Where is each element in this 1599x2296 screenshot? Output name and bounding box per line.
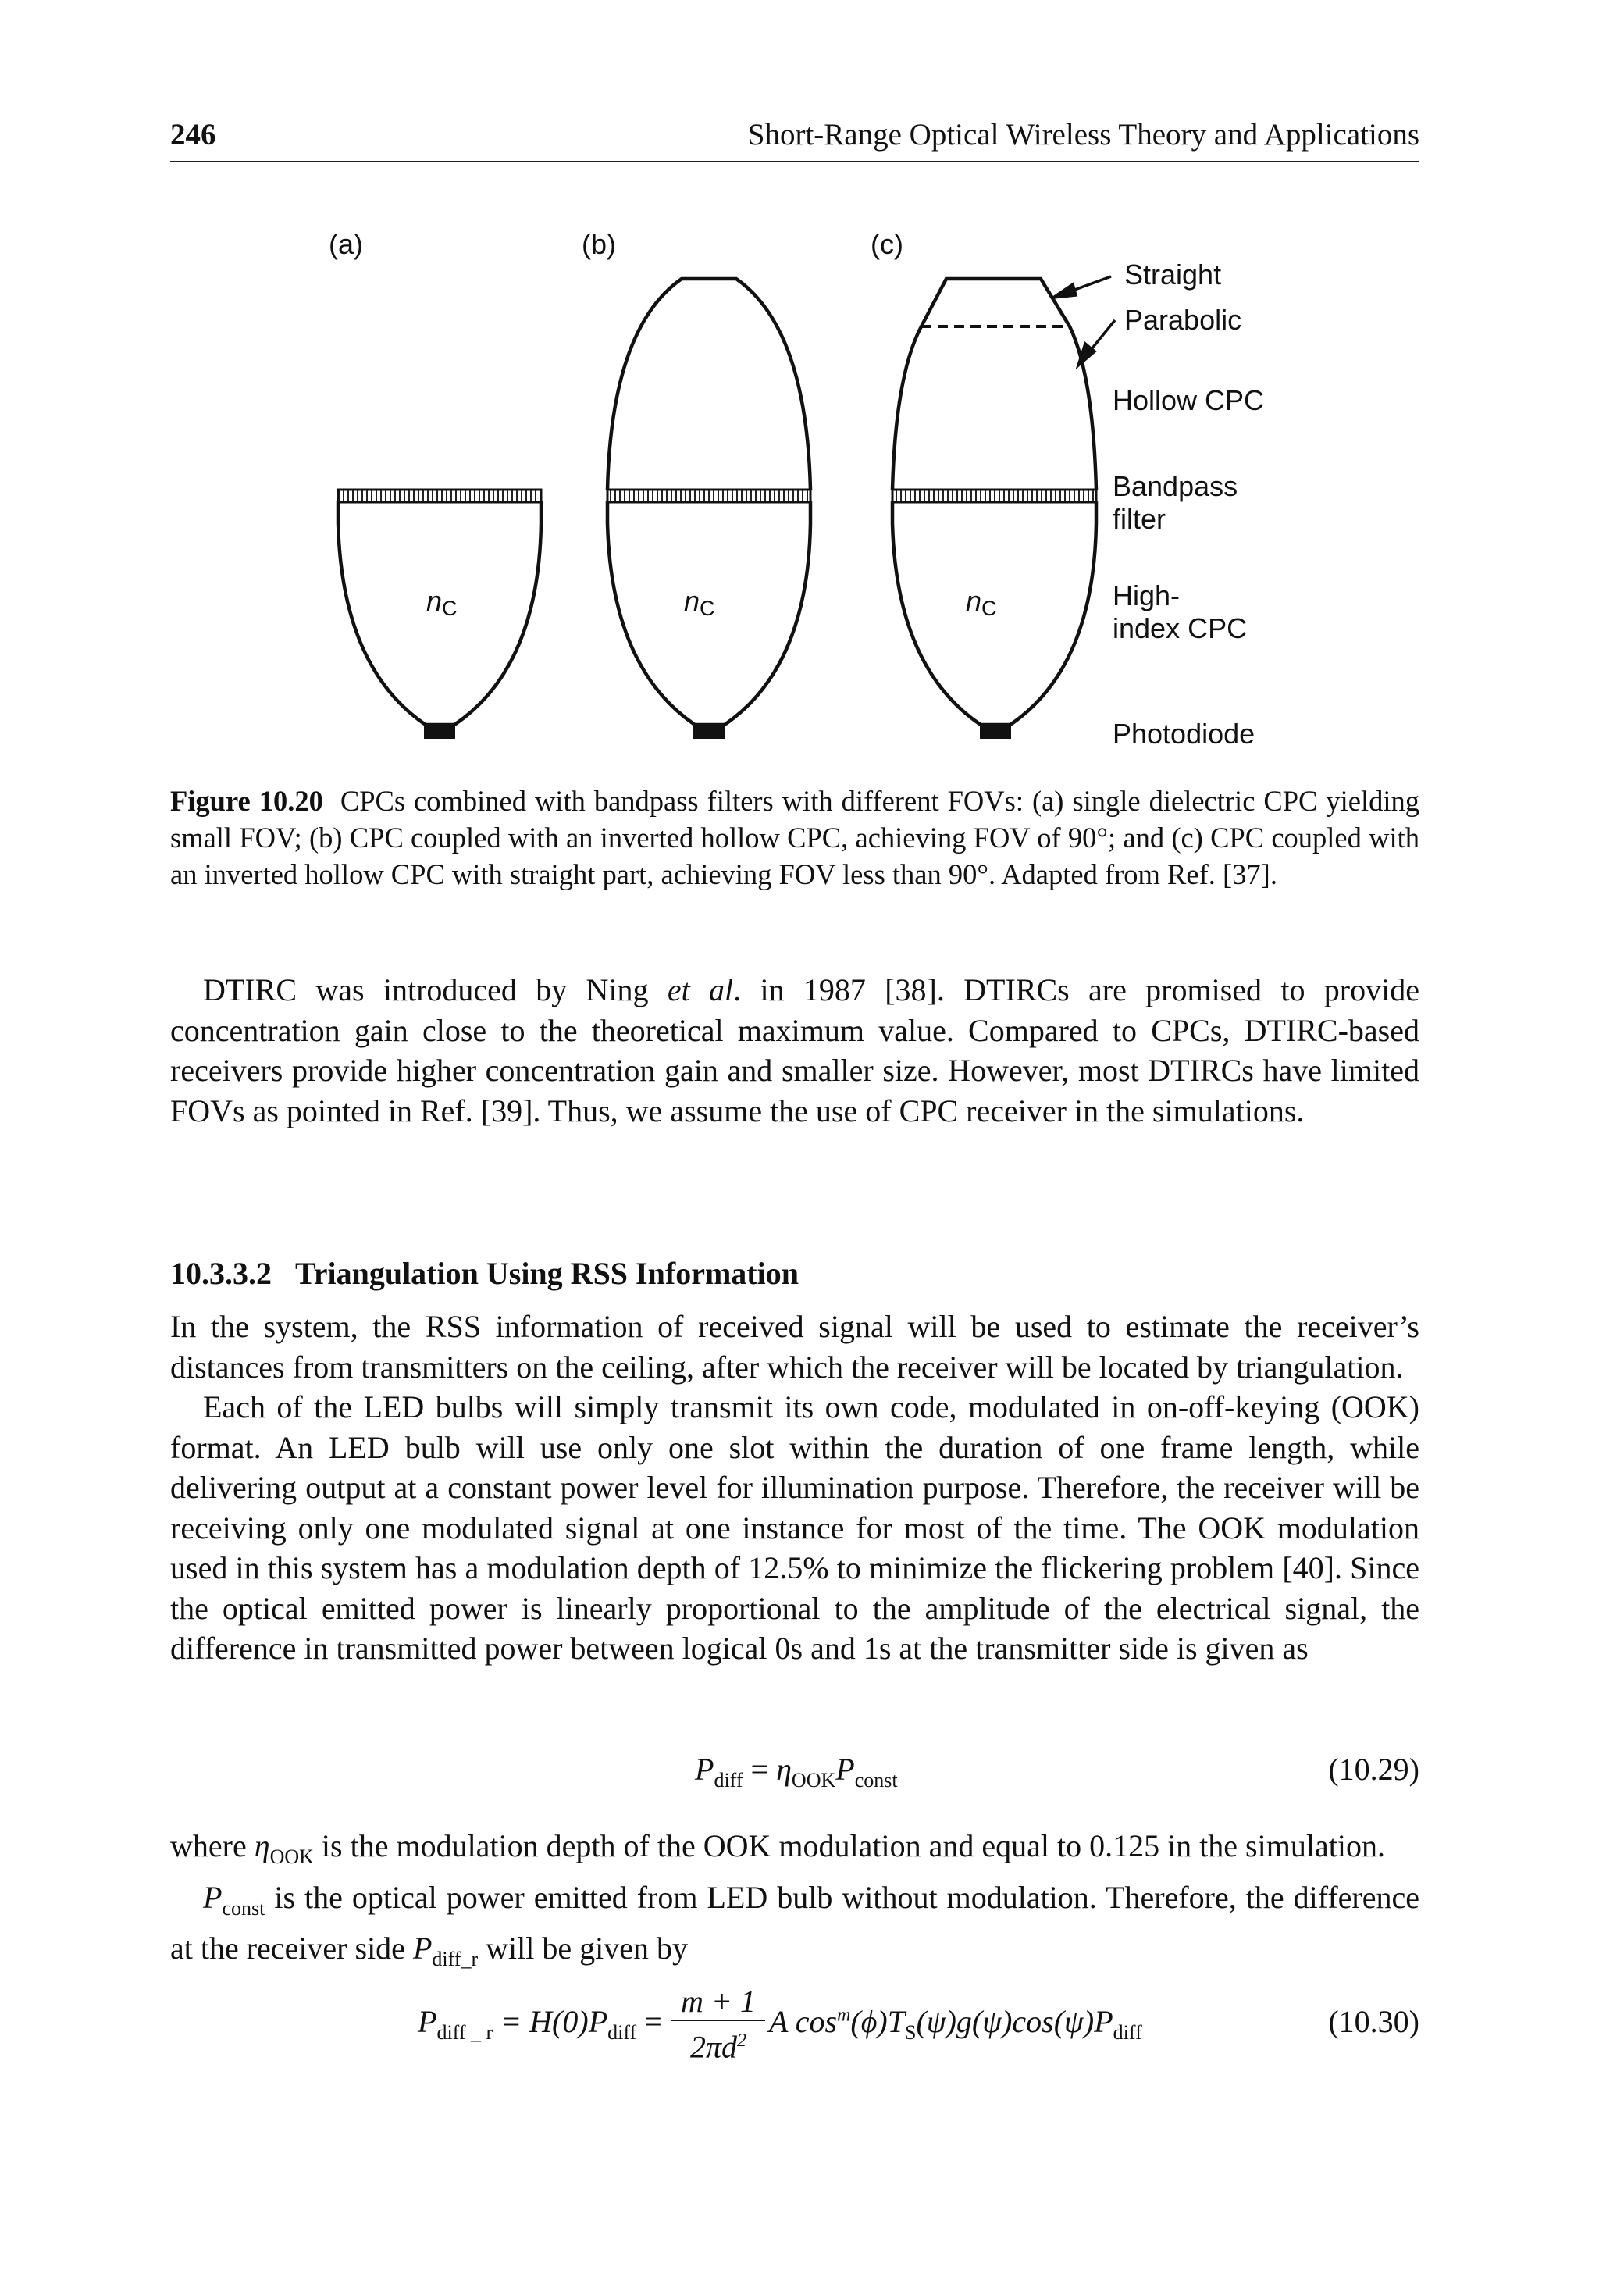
bandpass-filter-a bbox=[338, 490, 541, 502]
panel-label-b: (b) bbox=[582, 228, 616, 260]
equation-10-30: $P_{diff \_ r} = H(0)P_{diff}$ = m + 1 $2\pi d^2$ A $\cos^m(\phi)T_S(\psi)g(\psi)\cos(\psi)P_{diff}$ bbox=[418, 1984, 1142, 2065]
panel-label-a: (a) bbox=[329, 228, 363, 260]
paragraph-system: In the system, the RSS information of received signal will be used to estimate the receiver’s distances from transmitters on the ceiling, after which the receiver will be located by triangulation. bbox=[170, 1309, 1419, 1385]
equation-number-10-30: (10.30) bbox=[1328, 2004, 1419, 2039]
photodiode-b bbox=[693, 725, 725, 739]
panel-label-c: (c) bbox=[871, 228, 903, 260]
caption-label: Figure 10.20 bbox=[170, 785, 323, 817]
paragraph-system-block bbox=[170, 1307, 1419, 1669]
section-heading bbox=[170, 1253, 799, 1294]
annotation-straight: Straight bbox=[1124, 258, 1222, 291]
annotation-high: High- bbox=[1113, 579, 1181, 611]
photodiode-a bbox=[424, 725, 455, 739]
paragraph-dtirc: DTIRC was introduced by Ning et al. in 1987 [38]. DTIRCs are promised to provide concentration gain close to the theoretical maximum value. Compared to CPCs, DTIRC-based receivers provide higher concentration gain and smaller size. However, most DTIRCs have limited FOVs as pointed in Ref. [39]. Thus, we assume the use of CPC receiver in the simulations. bbox=[170, 972, 1419, 1128]
cpc-figure bbox=[0, 0, 1599, 765]
caption-text: CPCs combined with bandpass filters with different FOVs: (a) single dielectric CPC yielding small FOV; (b) CPC coupled with an inverted hollow CPC, achieving FOV of 90°; and (c) CPC coupled with an inverted hollow CPC with straight part, achieving FOV less than 90°. Adapted from Ref. [37]. bbox=[170, 785, 1419, 890]
equation-10-29: $P_{diff} = \eta_{OOK}P_{const}$ bbox=[695, 1752, 898, 1792]
figure-caption bbox=[170, 783, 1419, 893]
running-title: Short-Range Optical Wireless Theory and Applications bbox=[747, 118, 1419, 152]
equation-number-10-29: (10.29) bbox=[1328, 1752, 1419, 1787]
annotation-index-cpc: index CPC bbox=[1113, 612, 1248, 644]
bandpass-filter-c bbox=[892, 490, 1096, 502]
paragraph-led: Each of the LED bulbs will simply transmit its own code, modulated in on-off-keying (OOK) format. An LED bulb will use only one slot within the duration of one frame length, while delivering output at a constant power level for illumination purpose. Therefore, the receiver will be receiving only one modulated signal at one instance for most of the time. The OOK modulation used in this system has a modulation depth of 12.5% to minimize the flickering problem [40]. Since the optical emitted power is linearly proportional to the amplitude of the electrical signal, the difference in transmitted power between logical 0s and 1s at the transmitter side is given as bbox=[170, 1389, 1419, 1666]
paragraph-where: where $\eta_{OOK}$ is the modulation depth of the OOK modulation and equal to 0.125 in the simulation. $P_{const}$ is the optical power emitted from LED bulb without modulation. Therefore, the difference at the receiver side $P_{diff\_r}$ will be given by bbox=[170, 1828, 1419, 1970]
annotation-parabolic: Parabolic bbox=[1124, 304, 1242, 336]
photodiode-c bbox=[980, 725, 1011, 739]
index-label-a: nC bbox=[426, 585, 458, 620]
page-number: 246 bbox=[170, 118, 216, 152]
annotation-hollow-cpc: Hollow CPC bbox=[1113, 384, 1265, 416]
index-label-b: nC bbox=[684, 585, 715, 620]
section-number: 10.3.3.2 bbox=[170, 1256, 272, 1291]
index-label-c: nC bbox=[966, 585, 997, 620]
hollow-cpc-b bbox=[607, 279, 810, 490]
hollow-cpc-c bbox=[892, 279, 1096, 490]
bandpass-filter-b bbox=[607, 490, 810, 502]
annotation-bandpass: Bandpass bbox=[1113, 470, 1238, 502]
annotation-photodiode: Photodiode bbox=[1113, 718, 1255, 750]
annotation-filter: filter bbox=[1113, 503, 1166, 535]
section-title: Triangulation Using RSS Information bbox=[295, 1256, 799, 1291]
